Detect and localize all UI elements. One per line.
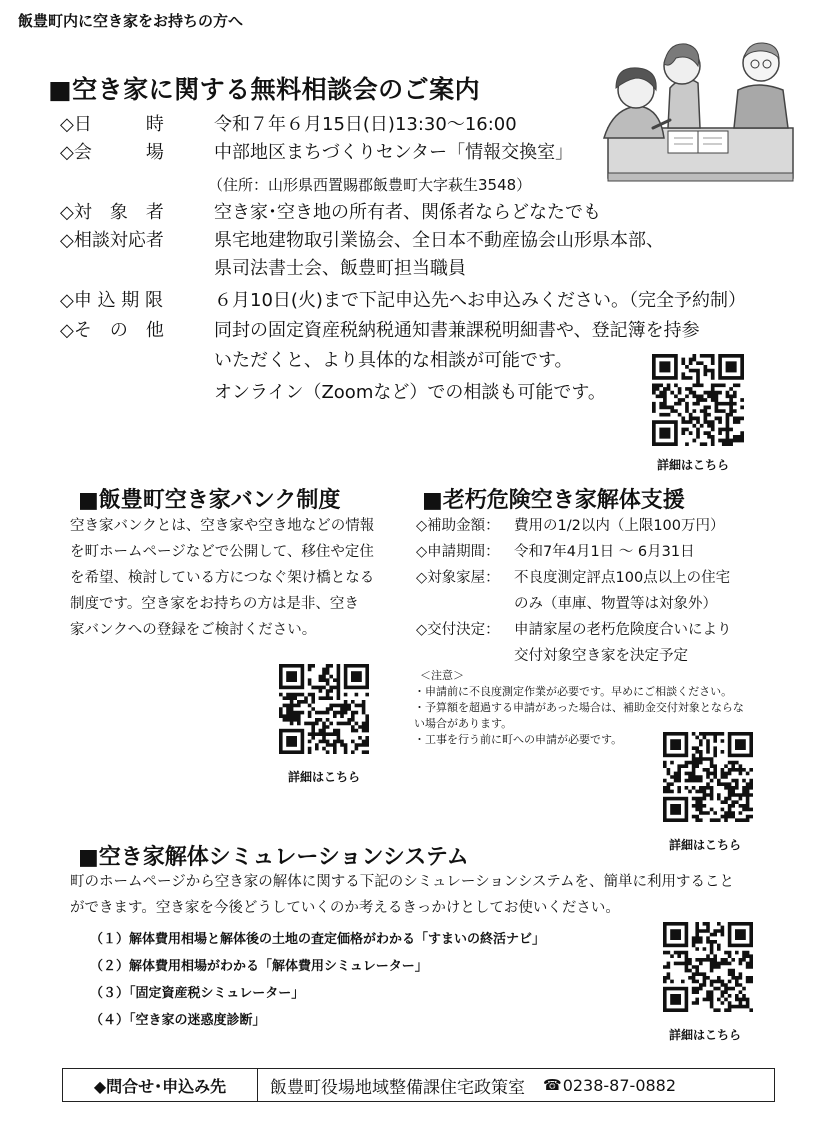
consultation-row-value: 令和７年６月15日(日)13:30〜16:00 [214,114,517,135]
demolition-row-value: 令和7年4月1日 〜 6月31日 [514,544,695,560]
simulation-item[interactable]: （２）解体費用相場がわかる「解体費用シミュレーター」 [90,959,428,974]
consultation-row [60,114,800,138]
qr-code-demolition[interactable] [663,732,753,822]
demolition-row-value: 申請家屋の老朽危険度合いにより [514,622,732,638]
demolition-note: ＜注意＞ [420,669,464,682]
bank-title: ■飯豊町空き家バンク制度 [78,488,341,513]
bank-text-line: 空き家バンクとは、空き家や空き地などの情報 [70,518,375,534]
demolition-note: い場合があります。 [414,717,513,730]
qr-label-consultation: 詳細はこちら [657,458,730,472]
qr-label-simulation: 詳細はこちら [669,1028,742,1042]
consultation-row [60,290,800,314]
simulation-item[interactable]: （４）「空き家の迷惑度診断」 [90,1013,266,1028]
consultation-row-value: オンライン（Zoomなど）での相談も可能です。 [214,382,606,403]
consultation-row-label: ◇相談対応者 [60,230,164,251]
qr-code-bank[interactable] [279,664,369,754]
demolition-row-value: のみ（車庫、物置等は対象外） [514,596,717,612]
bank-text-line: を希望、検討している方につなぐ架け橋となる [70,570,375,586]
demolition-row-label: ◇補助金額： [416,518,500,534]
consultation-row-value: いただくと、より具体的な相談が可能です。 [214,350,573,371]
contact-label: ◆問合せ･申込み先 [63,1069,258,1101]
page-subtitle: 飯豊町内に空き家をお持ちの方へ [18,12,244,30]
demolition-note: ・予算額を超過する申請があった場合は、補助金交付対象とならな [414,701,744,714]
consultation-row-label: ◇対 象 者 [60,202,164,223]
demolition-title: ■老朽危険空き家解体支援 [422,488,685,513]
phone-icon: ☎ [543,1076,562,1094]
qr-label-bank: 詳細はこちら [288,770,361,784]
qr-code-simulation[interactable] [663,922,753,1012]
consultation-row-label: ◇申 込 期 限 [60,290,164,311]
simulation-text-line: ができます。空き家を今後どうしていくのか考えるきっかけとしてお使いください。 [70,900,620,916]
demolition-note: ・申請前に不良度測定作業が必要です。早めにご相談ください。 [414,685,733,698]
consultation-row-value: 中部地区まちづくりセンター「情報交換室」 [214,142,574,163]
consultation-row-label: ◇会 場 [60,142,164,163]
consultation-row [60,174,800,198]
qr-label-demolition: 詳細はこちら [669,838,742,852]
consultation-row [60,202,800,226]
qr-code-consultation[interactable] [652,354,744,446]
simulation-text-line: 町のホームページから空き家の解体に関する下記のシミュレーションシステムを、簡単に利用すること [70,874,735,890]
consultation-row [60,320,800,344]
demolition-row-value: 交付対象空き家を決定予定 [514,648,688,664]
consultation-row [60,142,800,166]
consultation-row-label: ◇そ の 他 [60,320,164,341]
simulation-item[interactable]: （３）「固定資産税シミュレーター」 [90,986,305,1001]
consultation-row-value: 県司法書士会、飯豊町担当職員 [214,258,466,279]
demolition-note: ・工事を行う前に町への申請が必要です。 [414,733,623,746]
bank-text-line: 制度です。空き家をお持ちの方は是非、空き [70,596,359,612]
consultation-row [60,258,800,282]
simulation-item[interactable]: （１）解体費用相場と解体後の土地の査定価格がわかる「すまいの終活ナビ」 [90,932,546,947]
simulation-title: ■空き家解体シミュレーションシステム [78,845,469,870]
consultation-row-value: （住所：山形県西置賜郡飯豊町大字萩生3548） [208,176,532,194]
demolition-row-label: ◇対象家屋： [416,570,500,586]
bank-text-line: 家バンクへの登録をご検討ください。 [70,622,317,638]
consultation-row-value: 空き家･空き地の所有者、関係者ならどなたでも [214,202,601,223]
contact-office: 飯豊町役場地域整備課住宅政策室 [270,1077,525,1098]
consultation-row [60,230,800,254]
consultation-title: ■空き家に関する無料相談会のご案内 [48,75,481,104]
demolition-row-label: ◇申請期間： [416,544,500,560]
demolition-row-label: ◇交付決定： [416,622,500,638]
demolition-row-value: 費用の1/2以内（上限100万円） [514,518,725,534]
consultation-row-label: ◇日 時 [60,114,164,135]
contact-phone[interactable]: 0238-87-0882 [562,1075,677,1095]
contact-box [62,1068,775,1102]
consultation-illustration [598,28,798,198]
consultation-row-value: ６月10日(火)まで下記申込先へお申込みください。（完全予約制） [214,290,746,311]
demolition-row-value: 不良度測定評点100点以上の住宅 [514,570,731,586]
consultation-row-value: 県宅地建物取引業協会、全日本不動産協会山形県本部、 [214,230,664,251]
bank-text-line: を町ホームページなどで公開して、移住や定住 [70,544,374,560]
consultation-row-value: 同封の固定資産税納税通知書兼課税明細書や、登記簿を持参 [214,320,700,341]
